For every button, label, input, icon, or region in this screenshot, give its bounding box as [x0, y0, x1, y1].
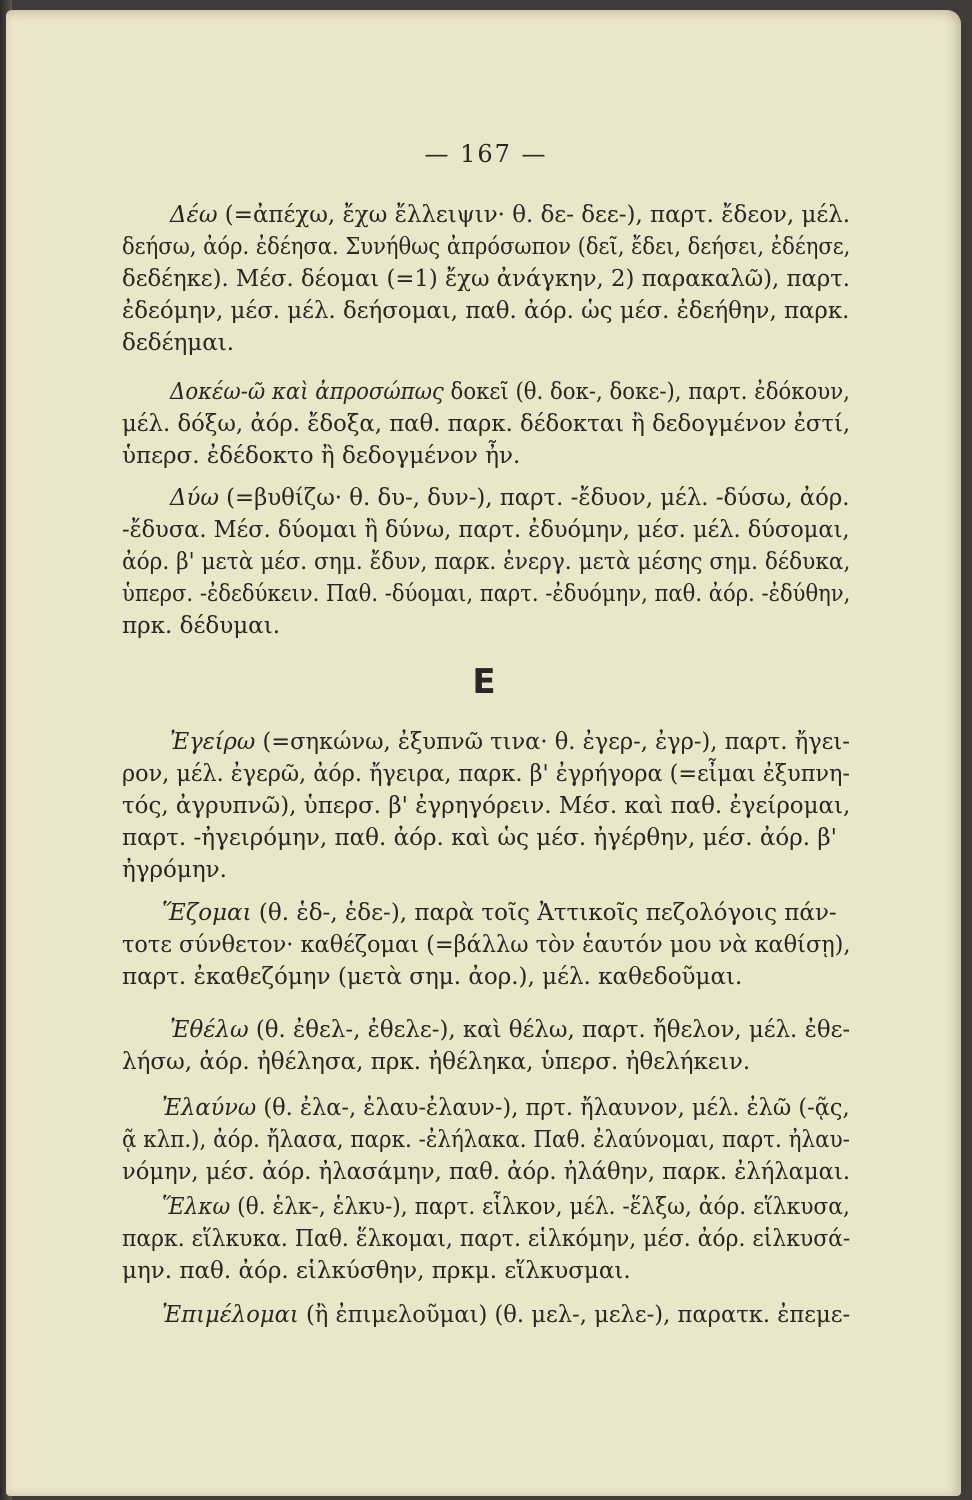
entry-text: (=ἀπέχω, ἔχω ἔλλειψιν· θ. δε- δεε-), παρτ. ἔδεον, μέλ. [217, 202, 851, 228]
entry-text: (θ. ἑδ-, ἑδε-), παρὰ τοῖς Ἀττικοῖς πεζολόγοις πάν- [251, 900, 837, 926]
entry-text: (=βυθίζω· θ. δυ-, δυν-), παρτ. -ἔδυον, μέλ. -δύσω, ἀόρ. [218, 485, 850, 511]
entry-headword: Ἐθέλω [170, 1017, 249, 1043]
entry-text: ἐδεόμην, μέσ. μέλ. δεήσομαι, παθ. ἀόρ. ὡς μέσ. ἐδεήθην, παρκ. [122, 298, 850, 324]
entry-text: ᾷ κλπ.), ἀόρ. ἤλασα, παρκ. -ἐλήλακα. Παθ. ἐλαύνομαι, παρτ. ἠλαυ- [122, 1127, 850, 1153]
entry-text: παρτ. -ἠγειρόμην, παθ. ἀόρ. καὶ ὡς μέσ. ἠγέρθην, μέσ. ἀόρ. β' [122, 825, 837, 851]
entry-text: πρκ. δέδυμαι. [122, 613, 281, 639]
text-line [162, 1093, 850, 1123]
text-line [170, 200, 850, 230]
entry-text: τοτε σύνθετον· καθέζομαι (=βάλλω τὸν ἑαυτόν μου νὰ καθίσῃ), [122, 932, 851, 958]
entry-text: (θ. ἑλκ-, ἑλκυ-), παρτ. εἷλκον, μέλ. -ἕλξω, ἀόρ. εἵλκυσα, [230, 1194, 850, 1220]
text-line [122, 855, 227, 885]
entry-headword: Ἕλκω [162, 1194, 231, 1220]
text-line [122, 441, 520, 471]
entry-text: ἠγρόμην. [122, 857, 227, 883]
text-line [122, 579, 850, 609]
entry-text: (θ. ἐθελ-, ἐθελε-), καὶ θέλω, παρτ. ἤθελον, μέλ. ἐθε- [248, 1017, 851, 1043]
text-line [170, 377, 850, 407]
text-line [122, 791, 850, 821]
entry-text: μέλ. δόξω, ἀόρ. ἔδοξα, παθ. παρκ. δέδοκται ἢ δεδογμένον ἐστί, [122, 411, 851, 437]
entry-text: τός, ἀγρυπνῶ), ὑπερσ. β' ἐγρηγόρειν. Μέσ. καὶ παθ. ἐγείρομαι, [122, 793, 851, 819]
entry-text: ὑπερσ. -ἐδεδύκειν. Παθ. -δύομαι, παρτ. -ἐδυόμην, παθ. ἀόρ. -ἐδύθην, [122, 581, 851, 607]
entry-text: -ἔδυσα. Μέσ. δύομαι ἢ δύνω, παρτ. ἐδυόμην, μέσ. μέλ. δύσομαι, [122, 517, 850, 543]
text-line [170, 483, 849, 513]
entry-headword: Ἐγείρω [170, 729, 256, 755]
text-line [122, 515, 850, 545]
text-line [122, 232, 850, 262]
text-line [122, 1047, 750, 1077]
text-line [122, 1256, 631, 1286]
entry-text: ρον, μέλ. ἐγερῶ, ἀόρ. ἤγειρα, παρκ. β' ἐγρήγορα (=εἶμαι ἐξυπνη- [122, 761, 850, 787]
entry-text: παρκ. εἵλκυκα. Παθ. ἕλκομαι, παρτ. εἱλκόμην, μέσ. ἀόρ. εἱλκυσά- [122, 1226, 851, 1252]
entry-headword: Δέω [170, 202, 218, 228]
entry-headword: Δύω [170, 485, 219, 511]
text-line [122, 759, 850, 789]
text-line [122, 264, 850, 294]
text-line [122, 930, 851, 960]
text-line [122, 611, 280, 641]
text-line [122, 1224, 850, 1254]
text-line [122, 1125, 850, 1155]
entry-text: δεδέημαι. [122, 330, 235, 356]
entry-text: (=σηκώνω, ἐξυπνῶ τινα· θ. ἐγερ-, ἐγρ-), παρτ. ἤγει- [255, 729, 850, 755]
text-line [122, 409, 850, 439]
text-line [170, 1015, 850, 1045]
entry-text: δεδέηκε). Μέσ. δέομαι (=1) ἔχω ἀνάγκην, 2) παρακαλῶ), παρτ. [122, 266, 851, 292]
text-line [162, 1192, 850, 1222]
entry-text: νόμην, μέσ. ἀόρ. ἠλασάμην, παθ. ἀόρ. ἠλάθην, παρκ. ἐλήλαμαι. [122, 1159, 851, 1185]
text-line [170, 727, 850, 757]
entry-text: λήσω, ἀόρ. ἠθέλησα, πρκ. ἠθέληκα, ὑπερσ. ἠθελήκειν. [122, 1049, 751, 1075]
entry-text: ὑπερσ. ἐδέδοκτο ἢ δεδογμένον ἦν. [122, 443, 521, 469]
text-line [122, 962, 742, 992]
text-line [122, 328, 234, 358]
text-line [122, 547, 850, 577]
entry-text: δεήσω, ἀόρ. ἐδέησα. Συνήθως ἀπρόσωπον (δεῖ, ἔδει, δεήσει, ἐδέησε, [122, 234, 851, 260]
entry-headword: Ἐπιμέλομαι [162, 1302, 299, 1328]
text-line [122, 1157, 850, 1187]
section-letter: E [472, 662, 500, 702]
entry-headword: Ἕζομαι [162, 900, 252, 926]
entry-text: δοκεῖ (θ. δοκ-, δοκε-), παρτ. ἐδόκουν, [443, 379, 850, 405]
entry-text: (ἢ ἐπιμελοῦμαι) (θ. μελ-, μελε-), παρατκ. ἐπεμε- [298, 1302, 851, 1328]
entry-text: (θ. ἐλα-, ἐλαυ-ἐλαυν-), πρτ. ἤλαυνον, μέλ. ἐλῶ (-ᾷς, [256, 1095, 850, 1121]
entry-headword: Δοκέω-ῶ καὶ ἀπροσώπως [170, 379, 444, 405]
entry-text: ἀόρ. β' μετὰ μέσ. σημ. ἔδυν, παρκ. ἐνεργ. μετὰ μέσης σημ. δέδυκα, [122, 549, 851, 575]
page-number: — 167 — [424, 140, 548, 168]
text-line [122, 296, 849, 326]
entry-headword: Ἐλαύνω [162, 1095, 257, 1121]
entry-text: παρτ. ἐκαθεζόμην (μετὰ σημ. ἀορ.), μέλ. καθεδοῦμαι. [122, 964, 743, 990]
text-line [122, 823, 837, 853]
entry-text: μην. παθ. ἀόρ. εἱλκύσθην, πρκμ. εἵλκυσμαι. [122, 1258, 631, 1284]
text-line [162, 898, 837, 928]
text-line [162, 1300, 850, 1330]
